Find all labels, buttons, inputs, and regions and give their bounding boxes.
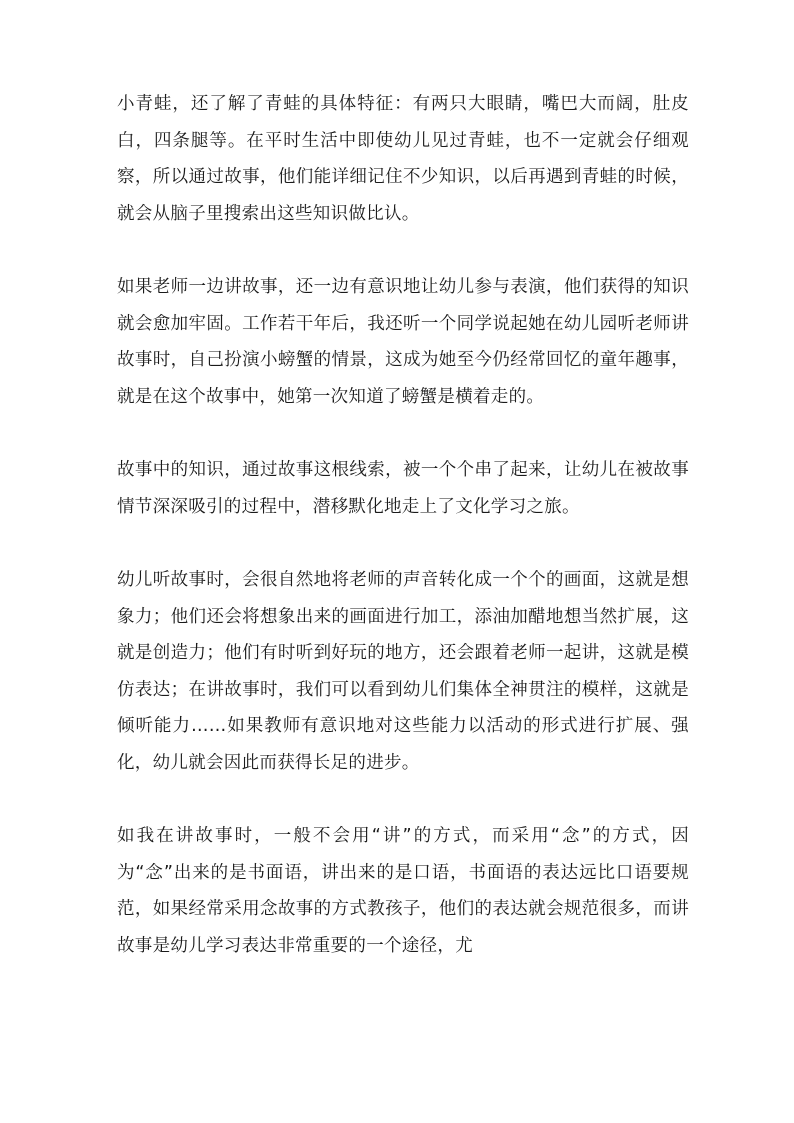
paragraph: 故事中的知识，通过故事这根线索，被一个个串了起来，让幼儿在被故事情节深深吸引的过程中，潜移默化地走上了文化学习之旅。 xyxy=(117,460,689,517)
paragraph: 小青蛙，还了解了青蛙的具体特征：有两只大眼睛，嘴巴大而阔，肚皮白，四条腿等。在平时生活中即使幼儿见过青蛙，也不一定就会仔细观察，所以通过故事，他们能详细记住不少知识，以后再遇到青蛙的时候，就会从脑子里搜索出这些知识做比认。 xyxy=(117,94,689,224)
paragraph: 如果老师一边讲故事，还一边有意识地让幼儿参与表演，他们获得的知识就会愈加牢固。工作若干年后，我还听一个同学说起她在幼儿园听老师讲故事时，自己扮演小螃蟹的情景，这成为她至今仍经常回忆的童年趣事，就是在这个故事中，她第一次知道了螃蟹是横着走的。 xyxy=(117,277,689,407)
paragraph: 幼儿听故事时，会很自然地将老师的声音转化成一个个的画面，这就是想象力；他们还会将想象出来的画面进行加工，添油加醋地想当然扩展，这就是创造力；他们有时听到好玩的地方，还会跟着老师一起讲，这就是模仿表达；在讲故事时，我们可以看到幼儿们集体全神贯注的模样，这就是倾听能力……如果教师有意识地对这些能力以活动的形式进行扩展、强化，幼儿就会因此而获得长足的进步。 xyxy=(117,570,689,773)
paragraph: 如我在讲故事时，一般不会用“讲”的方式，而采用“念”的方式，因为“念”出来的是书面语，讲出来的是口语，书面语的表达远比口语要规范，如果经常采用念故事的方式教孩子，他们的表达就会规范很多，而讲故事是幼儿学习表达非常重要的一个途径，尤 xyxy=(117,826,689,956)
document-body xyxy=(117,86,689,1001)
